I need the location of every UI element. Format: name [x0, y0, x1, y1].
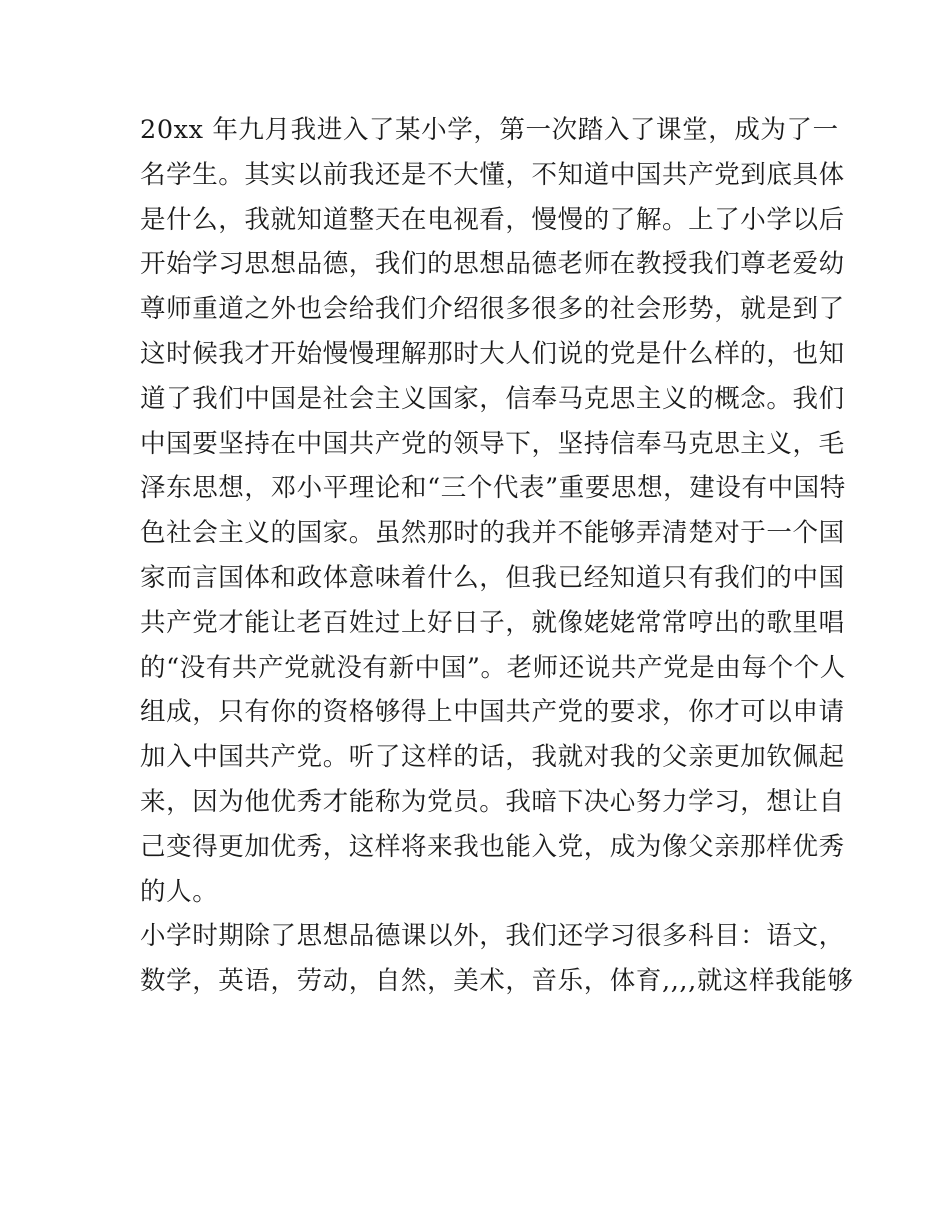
text-line: 来，因为他优秀才能称为党员。我暗下决心努力学习，想让自 [140, 786, 845, 817]
document-body [140, 108, 854, 1004]
text-line: 加入中国共产党。听了这样的话，我就对我的父亲更加钦佩起 [140, 742, 845, 773]
text-line: 组成，只有你的资格够得上中国共产党的要求，你才可以申请 [140, 697, 845, 728]
text-line: 尊师重道之外也会给我们介绍很多很多的社会形势，就是到了 [140, 294, 845, 325]
text-line: 色社会主义的国家。虽然那时的我并不能够弄清楚对于一个国 [140, 518, 845, 549]
text-line: 泽东思想，邓小平理论和“三个代表”重要思想，建设有中国特 [140, 473, 846, 504]
text-line: 小学时期除了思想品德课以外，我们还学习很多科目：语文， [140, 921, 845, 952]
text-line: 家而言国体和政体意味着什么，但我已经知道只有我们的中国 [140, 562, 845, 593]
text-line: 名学生。其实以前我还是不大懂，不知道中国共产党到底具体 [140, 159, 845, 190]
text-line: 道了我们中国是社会主义国家，信奉马克思主义的概念。我们 [140, 383, 845, 414]
text-line: 20xx 年九月我进入了某小学，第一次踏入了课堂，成为了一 [140, 115, 839, 145]
text-line: 共产党才能让老百姓过上好日子，就像姥姥常常哼出的歌里唱 [140, 607, 845, 638]
text-line: 是什么，我就知道整天在电视看，慢慢的了解。上了小学以后 [140, 204, 845, 235]
text-line: 己变得更加优秀，这样将来我也能入党，成为像父亲那样优秀 [140, 831, 845, 862]
text-line: 中国要坚持在中国共产党的领导下，坚持信奉马克思主义，毛 [140, 428, 845, 459]
text-line: 开始学习思想品德，我们的思想品德老师在教授我们尊老爱幼 [140, 249, 845, 280]
text-line: 这时候我才开始慢慢理解那时大人们说的党是什么样的，也知 [140, 338, 845, 369]
text-line: 的人。 [140, 876, 219, 907]
text-line: 的“没有共产党就没有新中国”。老师还说共产党是由每个个人 [140, 652, 846, 683]
text-line: 数学，英语，劳动，自然，美术，音乐，体育,,,,就这样我能够 [140, 966, 854, 997]
